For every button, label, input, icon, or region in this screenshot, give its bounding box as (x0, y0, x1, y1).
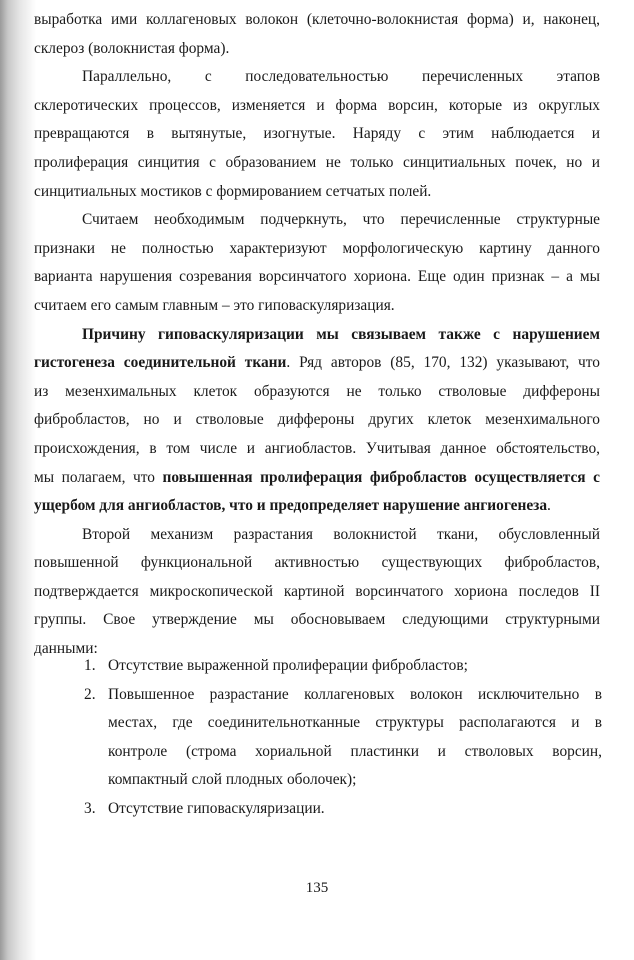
bold-text: гистогенеза соединительной ткани (34, 354, 287, 372)
text-line: склероз (волокнистая форма). (34, 39, 230, 57)
plain-text: . Ряд авторов (85, 170, 132) указывают, что (286, 354, 600, 372)
text-line: Отсутствие выраженной пролиферации фибробластов; (108, 657, 468, 674)
text-line: признаки не полностью характеризуют морфологическую картину данного (34, 239, 600, 257)
text-line: из мезенхимальных клеток образуются не только стволовые диффероны (34, 382, 600, 400)
paragraph-2 (34, 206, 600, 320)
text-line: данными: (34, 640, 98, 658)
text-line: фибробластов, но и стволовые диффероны других клеток мезенхимального (34, 411, 600, 429)
text-line (34, 492, 600, 521)
text-line: повышенной функциональной активностью существующих фибробластов, (34, 554, 600, 572)
paragraph-0 (34, 6, 600, 63)
list-number: 3. (84, 799, 96, 817)
numbered-list (84, 652, 602, 824)
text-line: склеротических процессов, изменяется и форма ворсин, которые из округлых (34, 96, 600, 114)
text-line (34, 464, 600, 493)
text-line: группы. Свое утверждение мы обосновываем следующими структурными (34, 611, 600, 629)
text-line (34, 321, 600, 350)
text-line: пролиферация синцития с образованием не только синцитиальных почек, но и (34, 153, 600, 171)
text-line: превращаются в вытянутые, изогнутые. Наряду с этим наблюдается и (34, 125, 600, 143)
list-item (84, 652, 602, 681)
text-line: происхождения, в том числе и ангиобластов. Учитывая данное обстоятельство, (34, 439, 600, 457)
plain-text: . (547, 497, 551, 515)
text-line: варианта нарушения созревания ворсинчатого хориона. Еще один признак – а мы (34, 268, 600, 286)
bold-text: повышенная пролиферация фибробластов осуществляется с (162, 468, 600, 486)
text-line: выработка ими коллагеновых волокон (клеточно-волокнистая форма) и, наконец, (34, 11, 600, 28)
scan-edge-shadow (0, 0, 36, 960)
text-line: подтверждается микроскопической картиной ворсинчатого хориона последов II (34, 582, 600, 600)
text-line: Параллельно, с последовательностью перечисленных этапов (82, 68, 600, 86)
text-line: местах, где соединительнотканные структуры располагаются и в (108, 714, 602, 732)
list-number: 2. (84, 685, 96, 703)
text-line: Повышенное разрастание коллагеновых волокон исключительно в (108, 685, 602, 703)
text-line (34, 349, 600, 378)
paragraph-1 (34, 63, 600, 206)
text-line: Отсутствие гиповаскуляризации. (108, 799, 325, 817)
plain-text: мы полагаем, что (34, 468, 163, 486)
bold-text: Причину гиповаскуляризации мы связываем также с нарушением (82, 325, 600, 343)
text-line: считаем его самым главным – это гиповаскуляризация. (34, 296, 395, 314)
paragraph-3 (34, 321, 600, 521)
text-line: контроле (строма хориальной пластинки и стволовых ворсин, (108, 742, 602, 760)
text-line: Второй механизм разрастания волокнистой ткани, обусловленный (82, 525, 600, 543)
list-item (84, 795, 602, 824)
page-number: 135 (305, 880, 329, 896)
list-item (84, 681, 602, 795)
text-line: Считаем необходимым подчеркнуть, что перечисленные структурные (82, 211, 600, 229)
bold-text: ущербом для ангиобластов, что и предопределяет нарушение ангиогенеза (34, 497, 548, 515)
text-line: синцитиальных мостиков с формированием сетчатых полей. (34, 182, 432, 200)
list-number: 1. (84, 657, 96, 674)
paragraph-4 (34, 521, 600, 664)
text-line: компактный слой плодных оболочек); (108, 771, 357, 789)
document-body (34, 6, 600, 664)
